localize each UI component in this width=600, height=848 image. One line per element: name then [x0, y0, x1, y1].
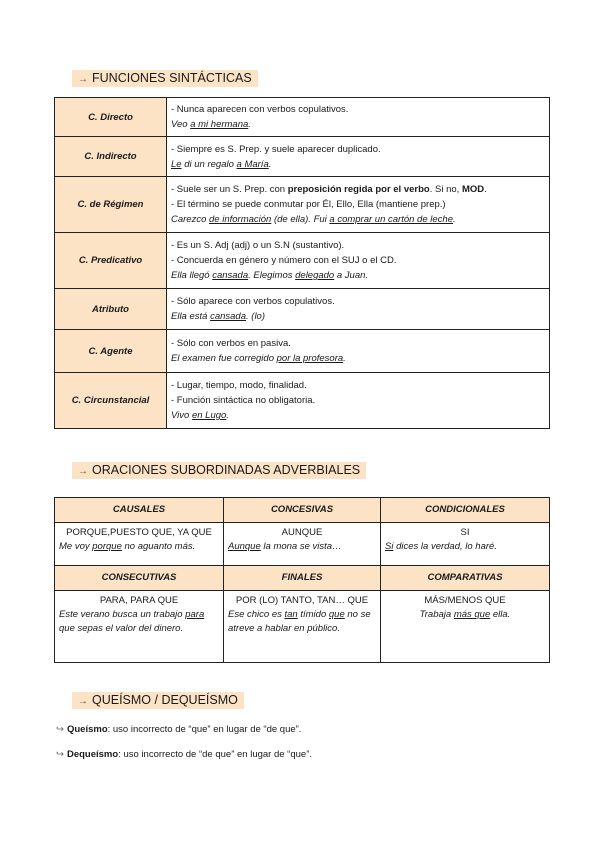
- table-row: [55, 177, 550, 233]
- function-name: C. Directo: [55, 98, 167, 137]
- hook-arrow-icon: ↪: [56, 724, 64, 735]
- queismo-definition: ↪ Queísmo: uso incorrecto de “que” en lugar de “de que”.: [56, 724, 302, 735]
- arrow-icon: →: [78, 696, 88, 707]
- example: Veo a mi hermana.: [171, 119, 251, 130]
- header-finales: FINALES: [224, 566, 381, 591]
- function-description: - Sólo con verbos en pasiva. El examen fue corregido por la profesora.: [167, 330, 550, 373]
- cell-comparativas: MÁS/MENOS QUE Trabaja más que ella.: [381, 591, 550, 663]
- section-heading-funciones: → FUNCIONES SINTÁCTICAS: [72, 70, 258, 87]
- function-name: C. Agente: [55, 330, 167, 373]
- example: Carezco de información (de ella). Fui a comprar un cartón de leche.: [171, 214, 456, 225]
- cell-finales: POR (LO) TANTO, TAN… QUE Ese chico es tan tímido que no se atreve a hablar en público.: [224, 591, 381, 663]
- table-row: [55, 98, 550, 137]
- table-row: [55, 591, 550, 663]
- table-row: [55, 523, 550, 566]
- function-name: C. Indirecto: [55, 137, 167, 177]
- example: Me voy porque no aguanto más.: [59, 541, 196, 552]
- example: Trabaja más que ella.: [419, 609, 511, 620]
- example: Si dices la verdad, lo haré.: [385, 541, 497, 552]
- function-description: - Sólo aparece con verbos copulativos. Ella está cansada. (lo): [167, 289, 550, 330]
- table-row: [55, 373, 550, 429]
- arrow-icon: →: [78, 466, 88, 477]
- example: Ella llegó cansada. Elegimos delegado a Juan.: [171, 270, 369, 281]
- table-row: [55, 330, 550, 373]
- cell-concesivas: AUNQUE Aunque la mona se vista…: [224, 523, 381, 566]
- table-header-row: [55, 566, 550, 591]
- dequeismo-definition: ↪ Dequeísmo: uso incorrecto de “de que” en lugar de “que”.: [56, 749, 312, 760]
- example: Ese chico es tan tímido que no se atreve a hablar en público.: [228, 609, 371, 634]
- header-condicionales: CONDICIONALES: [381, 498, 550, 523]
- arrow-icon: →: [78, 74, 88, 85]
- example: Vivo en Lugo.: [171, 410, 229, 421]
- function-name: C. Circunstancial: [55, 373, 167, 429]
- function-description: - Lugar, tiempo, modo, finalidad. - Función sintáctica no obligatoria. Vivo en Lugo.: [167, 373, 550, 429]
- section-heading-subordinadas: → ORACIONES SUBORDINADAS ADVERBIALES: [72, 462, 366, 479]
- syntax-functions-table: [54, 97, 550, 429]
- table-row: [55, 289, 550, 330]
- example: Aunque la mona se vista…: [228, 541, 342, 552]
- example: Ella está cansada. (lo): [171, 311, 265, 322]
- function-name: C. de Régimen: [55, 177, 167, 233]
- example: Este verano busca un trabajo para que sepas el valor del dinero.: [59, 609, 205, 634]
- header-consecutivas: CONSECUTIVAS: [55, 566, 224, 591]
- cell-consecutivas: PARA, PARA QUE Este verano busca un trabajo para que sepas el valor del dinero.: [55, 591, 224, 663]
- header-concesivas: CONCESIVAS: [224, 498, 381, 523]
- cell-causales: PORQUE,PUESTO QUE, YA QUE Me voy porque no aguanto más.: [55, 523, 224, 566]
- table-header-row: [55, 498, 550, 523]
- function-description: - Es un S. Adj (adj) o un S.N (sustantivo). - Concuerda en género y número con el SUJ o el CD. Ella llegó cansada. Elegimos delegado a Juan.: [167, 233, 550, 289]
- function-name: C. Predicativo: [55, 233, 167, 289]
- cell-condicionales: SI Si dices la verdad, lo haré.: [381, 523, 550, 566]
- function-name: Atributo: [55, 289, 167, 330]
- section-heading-queismo: → QUEÍSMO / DEQUEÍSMO: [72, 692, 244, 709]
- hook-arrow-icon: ↪: [56, 749, 64, 760]
- example: El examen fue corregido por la profesora.: [171, 353, 346, 364]
- header-comparativas: COMPARATIVAS: [381, 566, 550, 591]
- function-description: - Suele ser un S. Prep. con preposición regida por el verbo. Si no, MOD. - El término se puede conmutar por Él, Ello, Ella (mantiene prep.) Carezco de información (de ella). Fui a comprar un cartón de leche.: [167, 177, 550, 233]
- table-row: [55, 233, 550, 289]
- adverbial-clauses-table: [54, 497, 550, 663]
- table-row: [55, 137, 550, 177]
- example: Le di un regalo a María.: [171, 158, 272, 170]
- function-description: - Siempre es S. Prep. y suele aparecer duplicado. Le di un regalo a María.: [167, 137, 550, 177]
- function-description: - Nunca aparecen con verbos copulativos. Veo a mi hermana.: [167, 98, 550, 137]
- header-causales: CAUSALES: [55, 498, 224, 523]
